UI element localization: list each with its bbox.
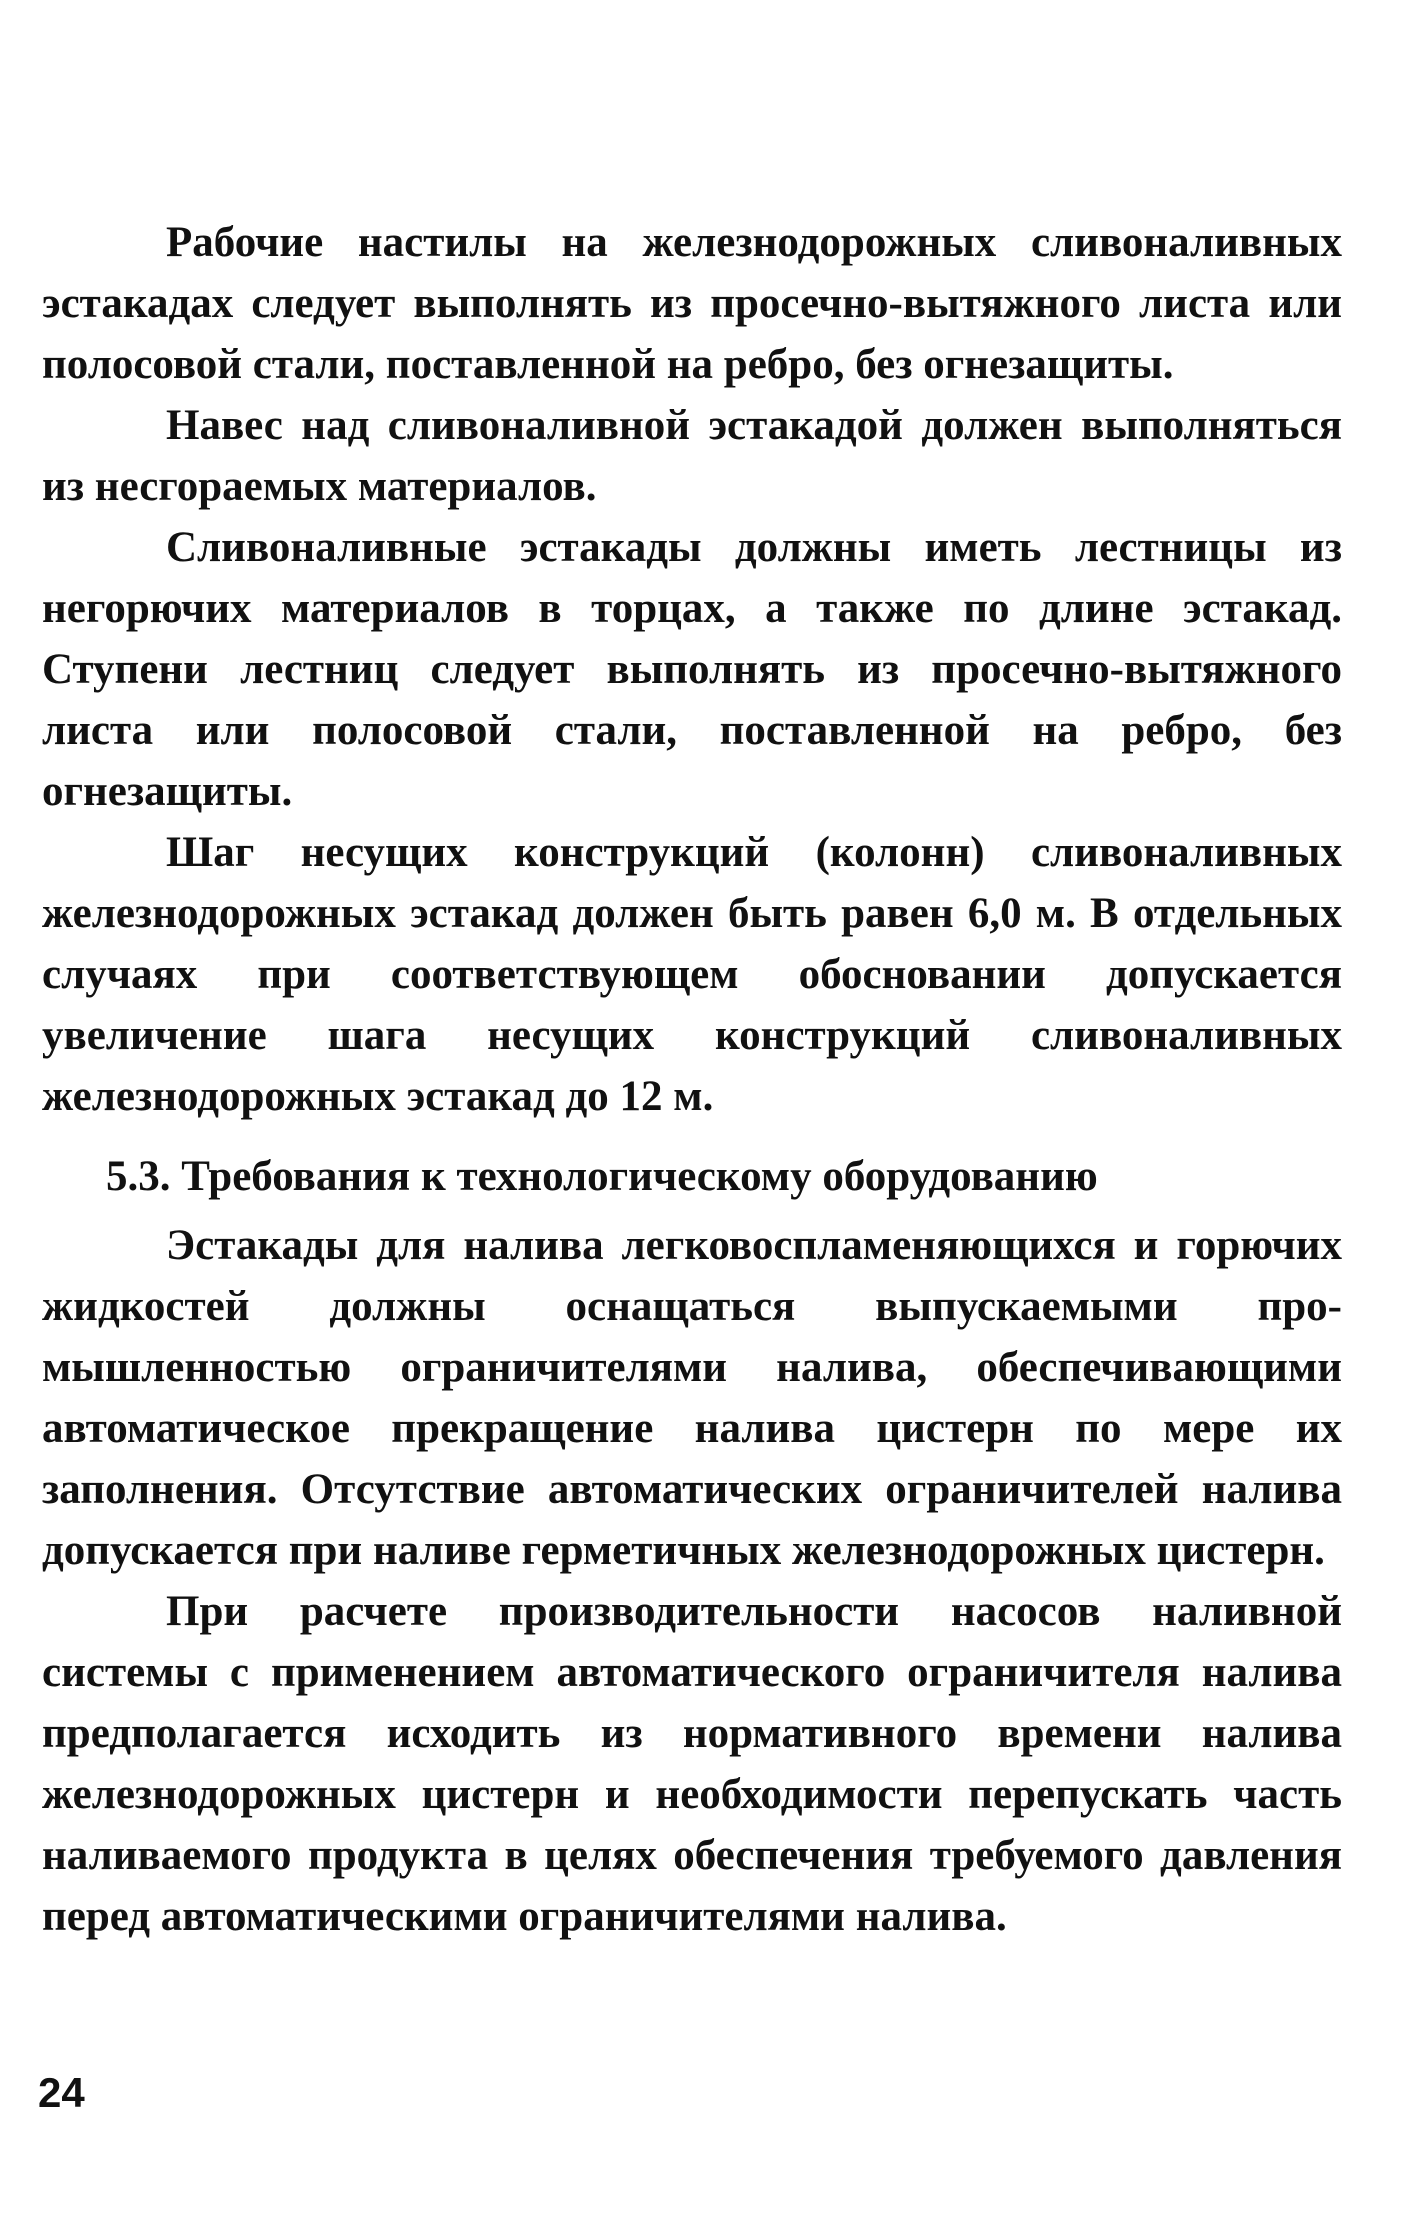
section-heading: 5.3. Требования к технологическому оборудованию bbox=[106, 1153, 1098, 1200]
paragraph-pump-capacity: При расчете производительности насосов наливной системы с применением автоматического ограничителя налива предполагается исходить из нормативного времени налива железнодорожных цистерн и необходимости перепускать часть наливаемого продукта в целях обеспечения требуемого давления перед автоматическими ограничителями налива. bbox=[42, 1588, 1342, 1940]
paragraph-canopy: Навес над сливоналивной эстакадой должен выполняться из несгораемых материалов. bbox=[42, 402, 1342, 510]
paragraph-work-flooring: Рабочие настилы на железнодорожных сливоналивных эстакадах следует выполнять из просечно-вытяжного листа или полосовой стали, поставленной на ребро, без огнезащиты. bbox=[42, 219, 1342, 388]
page-number: 24 bbox=[38, 2069, 85, 2116]
page-body bbox=[42, 212, 1342, 1947]
paragraph-fill-limiters: Эстакады для налива легковоспламеняющихся и горючих жидкостей должны оснащаться выпускаемыми промышленностью ограничителями налива, обеспечивающими автоматическое прекращение налива цистерн по мере их заполнения. Отсутствие автоматических ограничителей налива допускается при наливе герметичных железнодорожных цистерн. bbox=[42, 1222, 1342, 1574]
paragraph-column-spacing: Шаг несущих конструкций (колонн) сливоналивных железнодорожных эстакад должен быть равен 6,0 м. В отдельных случаях при соответствующем обосновании допускается увеличение шага несущих конструкций сливоналивных железнодорожных эстакад до 12 м. bbox=[42, 829, 1342, 1120]
paragraph-stairs: Сливоналивные эстакады должны иметь лестницы из негорючих материалов в торцах, а также по длине эстакад. Ступени лестниц следует выполнять из просечно-вытяжного листа или полосовой стали, поставленной на ребро, без огнезащиты. bbox=[42, 524, 1342, 815]
